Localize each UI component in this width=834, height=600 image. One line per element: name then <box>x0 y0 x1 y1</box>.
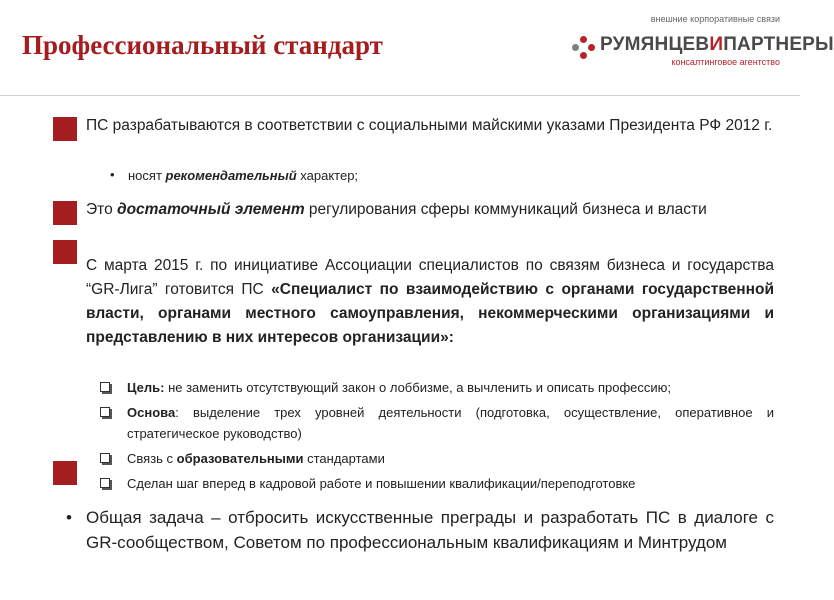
paragraph-sufficient-element: Это достаточный элемент регулирования сферы коммуникаций бизнеса и власти <box>86 201 707 218</box>
square-bullet-icon <box>53 461 77 485</box>
checklist <box>98 377 774 498</box>
square-bullet-icon <box>53 117 77 141</box>
list-item: Основа: выделение трех уровней деятельности (подготовка, осуществление, оперативное и стратегическое руководство) <box>98 402 774 444</box>
checkbox-bullet-icon <box>100 407 110 417</box>
checkbox-bullet-icon <box>100 478 110 488</box>
bullet-recommendation: носят рекомендательный характер; <box>128 168 359 183</box>
logo-tagline-top: внешние корпоративные связи <box>650 14 780 24</box>
list-item: Сделан шаг вперед в кадровой работе и повышении квалификации/переподготовке <box>98 473 774 494</box>
list-item: Связь с образовательными стандартами <box>98 448 774 469</box>
square-bullet-icon <box>53 240 77 264</box>
page-title: Профессиональный стандарт <box>22 30 383 60</box>
paragraph-gr-league: С марта 2015 г. по инициативе Ассоциации специалистов по связям бизнеса и государства “GR-Лига” готовится ПС «Специалист по взаимодействию с органами государственной власти, органами местного самоуправления, некоммерческими организациями и представлению в них интересов организации»: <box>86 257 775 346</box>
paragraph-common-task: Общая задача – отбросить искусственные преграды и разработать ПС в диалоге с GR-сообществом, Советом по профессиональным квалификациям и Минтрудом <box>86 508 774 552</box>
dot-bullet-icon: • <box>110 167 115 182</box>
logo-tagline-bottom: консалтинговое агентство <box>671 57 780 67</box>
square-bullet-icon <box>53 201 77 225</box>
dot-bullet-icon: • <box>66 508 72 527</box>
logo-name: РУМЯНЦЕВИПАРТНЕРЫ <box>600 34 834 55</box>
list-item: Цель: не заменить отсутствующий закон о лоббизме, а вычленить и описать профессию; <box>98 377 774 398</box>
checkbox-bullet-icon <box>100 453 110 463</box>
checkbox-bullet-icon <box>100 382 110 392</box>
header-divider <box>0 95 800 96</box>
paragraph-decrees: ПС разрабатываются в соответствии с социальными майскими указами Президента РФ 2012 г. <box>86 117 773 134</box>
logo-dots-icon <box>572 36 596 60</box>
company-logo <box>572 14 834 74</box>
